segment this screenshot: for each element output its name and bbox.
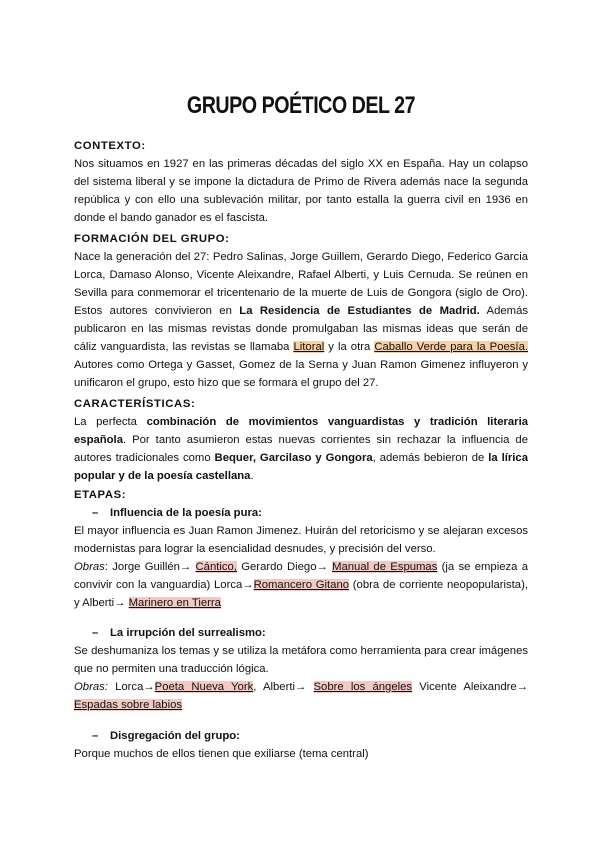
text-run: (obra de corriente neopopularista), y Alberti→ [74,579,528,609]
text-run: (ja se empieza a convivir con la vanguardia) Lorca→ [74,561,528,591]
section-heading-contexto: CONTEXTO: [74,140,146,152]
etapa-1-text: El mayor influencia es Juan Ramon Jimenez. Huirán del retoricismo y se alejaran excesos modernistas para lograr la esencialidad desnudes, y precisión del verso. [74,525,528,555]
highlight-litoral: Litoral [293,341,325,353]
text-run: La perfecta [74,416,147,428]
section-etapas [74,486,528,612]
text-run: Gerardo Diego→ [236,561,333,573]
highlight-caballo-verde: Caballo Verde para la Poesía. [374,341,528,353]
etapa-2-text: Se deshumaniza los temas y se utiliza la metáfora como herramienta para crear imágenes que no permiten una traducción lógica. [74,645,528,675]
etapa-2 [74,624,528,714]
text-run: Lorca→ [107,681,155,693]
highlight-cantico: Cántico, [195,561,237,573]
highlight-marinero-tierra: Marinero en Tierra [128,597,221,609]
bold-lirica: la lírica popular y de la poesía castellana [74,452,528,482]
etapa-2-obras [74,678,528,714]
section-heading-formacion: FORMACIÓN DEL GRUPO: [74,233,230,245]
etapa-3-title-text: Disgregación del grupo: [110,730,240,742]
text-run: Nace la generación del 27: Pedro Salinas, Jorge Guillem, Gerardo Diego, Federico Garcia Lorca, Damaso Alonso, Vicente Aleixandre, Rafael Alberti, y Luis Cernuda. Se reúnen en Sevilla para conmemorar el tricentenario de la muerte de Luis de Gongora (siglo de Oro). Estos autores convivieron en [74,251,528,317]
section-caracteristicas [74,395,528,485]
etapa-2-title-text: La irrupción del surrealismo: [110,627,266,639]
obras-label: Obras: [74,681,108,693]
text-run: . [250,470,254,482]
paragraph-contexto: Nos situamos en 1927 en las primeras décadas del siglo XX en España. Hay un colapso del sistema liberal y se impone la dictadura de Primo de Rivera además nace la segunda república y con ello una sublevación militar, por tanto estalla la guerra civil en 1936 en donde el bando ganador es el fascista. [74,158,528,224]
etapa-3-title [92,727,528,745]
text-run: , Alberti→ [253,681,314,693]
highlight-romancero-gitano: Romancero Gitano [253,579,350,591]
page-title: GRUPO POÉTICO DEL 27 [186,92,416,119]
text-run: , además bebieron de [372,452,489,464]
etapa-1-obras [74,558,528,612]
etapa-2-title [92,624,528,642]
etapa-3-text: Porque muchos de ellos tienen que exiliarse (tema central) [74,748,369,760]
highlight-sobre-angeles: Sobre los ángeles [313,681,413,693]
section-formacion [74,230,528,392]
text-run: : Jorge Guillén→ [104,561,196,573]
dash-bullet: – [92,507,99,519]
text-run: Además publicaron en las mismas revistas donde promulgaban las mismas ideas que serán de cáliz vanguardista, las revistas se llamaba [74,305,528,353]
bold-combinacion: combinación de movimientos vanguardistas y tradición literaria española [74,416,528,446]
text-run: Autores como Ortega y Gasset, Gomez de la Serna y Juan Ramon Gimenez influyeron y unificaron el grupo, esto hizo que se formara el grupo del 27. [74,359,528,389]
text-run: y la otra [324,341,375,353]
text-run: Vicente Aleixandre→ [412,681,528,693]
highlight-poeta-nueva-york: Poeta Nueva York [154,681,254,693]
etapa-3 [74,727,528,763]
etapa-1-title [92,504,528,522]
bold-autores: Bequer, Garcilaso y Gongora [214,452,373,464]
obras-label: Obras [74,561,105,573]
text-run: . Por tanto asumieron estas nuevas corrientes sin rechazar la influencia de autores tradicionales como [74,434,528,464]
dash-bullet: – [92,627,99,639]
etapa-1-title-text: Influencia de la poesía pura: [110,507,262,519]
section-heading-etapas: ETAPAS: [74,489,127,501]
section-heading-caracteristicas: CARACTERÍSTICAS: [74,398,196,410]
section-contexto [74,137,528,227]
dash-bullet: – [92,730,99,742]
paragraph-formacion [74,248,528,392]
highlight-espadas-labios: Espadas sobre labios [74,699,183,711]
highlight-manual-espumas: Manual de Espumas [332,561,438,573]
bold-residencia: La Residencia de Estudiantes de Madrid. [239,305,480,317]
paragraph-caracteristicas [74,413,528,485]
